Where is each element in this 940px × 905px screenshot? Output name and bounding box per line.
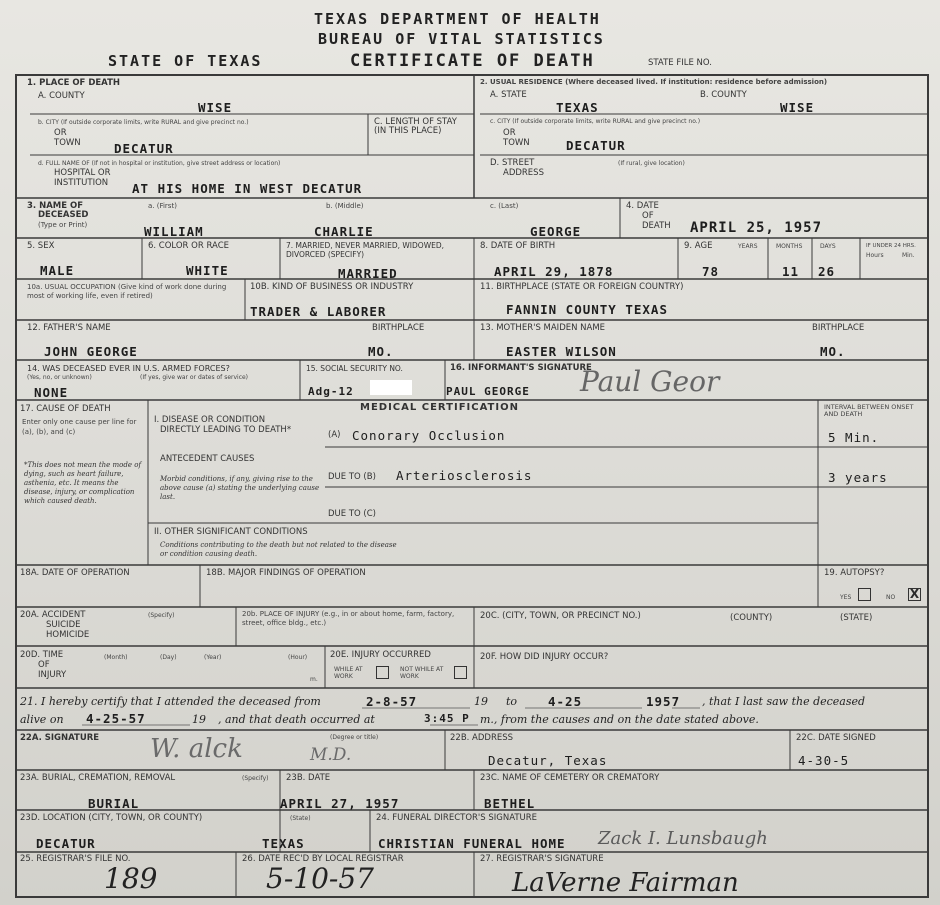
last-name-label: c. (Last) xyxy=(490,202,519,210)
registrar-signature: LaVerne Fairman xyxy=(512,868,739,898)
date-of-death-value: APRIL 25, 1957 xyxy=(690,220,823,236)
state-file-no-label: STATE FILE NO. xyxy=(648,58,712,68)
residence-city-value: DECATUR xyxy=(566,138,626,153)
cause-b-value: Arteriosclerosis xyxy=(396,468,533,483)
residence-county-label: B. COUNTY xyxy=(700,90,747,100)
funeral-director-label: 24. FUNERAL DIRECTOR'S SIGNATURE xyxy=(376,813,538,823)
armed-forces-label: 14. WAS DECEASED EVER IN U.S. ARMED FORCES? xyxy=(27,364,230,373)
autopsy-label: 19. AUTOPSY? xyxy=(824,568,885,578)
day-label: (Day) xyxy=(160,654,177,661)
place-of-death-label: 1. PLACE OF DEATH xyxy=(27,78,121,88)
cert-line2-a: alive on xyxy=(20,713,64,726)
residence-state-label: A. STATE xyxy=(490,90,527,100)
year-label: (Year) xyxy=(204,654,222,661)
autopsy-yes-label: YES xyxy=(840,594,852,601)
social-security-label: 15. SOCIAL SECURITY NO. xyxy=(306,364,403,373)
years-label: YEARS xyxy=(738,243,758,250)
death-time-value: 3:45 P xyxy=(424,712,470,725)
age-days-value: 26 xyxy=(818,264,836,279)
marital-status-value: MARRIED xyxy=(338,266,398,281)
death-city-value: DECATUR xyxy=(114,141,174,156)
burial-specify: (Specify) xyxy=(242,775,269,782)
cert-nineteen-2: 19 xyxy=(192,713,206,726)
father-name-label: 12. FATHER'S NAME xyxy=(27,323,111,333)
location-value: DECATUR xyxy=(36,836,96,851)
injury-state-label: (STATE) xyxy=(840,613,873,623)
date-of-death-label-3: DEATH xyxy=(642,221,671,231)
funeral-home-value: CHRISTIAN FUNERAL HOME xyxy=(378,836,566,851)
mother-birthplace-label: BIRTHPLACE xyxy=(812,323,865,333)
cemetery-value: BETHEL xyxy=(484,796,536,811)
color-race-value: WHITE xyxy=(186,263,229,278)
department-heading: TEXAS DEPARTMENT OF HEALTH xyxy=(314,10,601,28)
other-conditions-label: II. OTHER SIGNIFICANT CONDITIONS xyxy=(154,527,308,537)
registrar-file-value: 189 xyxy=(104,862,158,895)
interval-a-value: 5 Min. xyxy=(828,430,880,445)
armed-forces-note: (Yes, no, or unknown) xyxy=(27,374,92,381)
cert-nineteen: 19 xyxy=(474,695,488,708)
name-label-2: DECEASED xyxy=(38,210,89,220)
age-months-value: 11 xyxy=(782,264,800,279)
location-label: 23D. LOCATION (CITY, TOWN, OR COUNTY) xyxy=(20,813,203,823)
residence-city-or-label: OR xyxy=(503,128,516,138)
burial-date-value: APRIL 27, 1957 xyxy=(280,796,400,811)
name-label-3: (Type or Print) xyxy=(38,221,88,229)
attended-to-value: 4-25 xyxy=(548,694,583,709)
father-birthplace-label: BIRTHPLACE xyxy=(372,323,425,333)
age-label: 9. AGE xyxy=(684,241,713,251)
autopsy-yes-checkbox[interactable] xyxy=(858,588,871,601)
date-of-death-label: 4. DATE xyxy=(626,201,659,211)
cert-line1-a: 21. I hereby certify that I attended the deceased from xyxy=(20,695,321,708)
informant-label: 16. INFORMANT'S SIGNATURE xyxy=(450,363,592,373)
place-of-injury-label: 20b. PLACE OF INJURY (e.g., in or about home, farm, factory, street, office bldg., etc.) xyxy=(242,610,455,627)
registrar-date-value: 5-10-57 xyxy=(266,862,374,895)
last-name-value: GEORGE xyxy=(530,224,582,239)
cause-a-label: (A) xyxy=(328,430,341,440)
armed-forces-value: NONE xyxy=(34,385,69,400)
due-to-b-label: DUE TO (B) xyxy=(328,472,376,482)
hospital-label: d. FULL NAME OF (If not in hospital or institution, give street address or location) xyxy=(38,160,281,167)
cause-a-value: Conorary Occlusion xyxy=(352,428,506,443)
length-of-stay-label: C. LENGTH OF STAY (IN THIS PLACE) xyxy=(374,117,457,136)
sex-value: MALE xyxy=(40,263,75,278)
antecedent-label: ANTECEDENT CAUSES xyxy=(160,454,255,464)
residence-street-label: D. STREET xyxy=(490,158,535,168)
registrar-file-label: 25. REGISTRAR'S FILE NO. xyxy=(20,854,131,864)
informant-signature: Paul Geor xyxy=(580,365,720,398)
death-county-value: WISE xyxy=(198,100,233,115)
dob-value: APRIL 29, 1878 xyxy=(494,264,614,279)
hospital-label-2: HOSPITAL OR xyxy=(54,168,111,178)
first-name-label: a. (First) xyxy=(148,202,177,210)
social-security-redaction xyxy=(370,380,412,395)
cause-explanation: *This does not mean the mode of dying, such as heart failure, asthenia, etc. It means the disease, injury, or complication which caused death. xyxy=(24,461,142,505)
informant-value: PAUL GEORGE xyxy=(446,385,530,398)
date-signed-label: 22C. DATE SIGNED xyxy=(796,733,876,743)
not-while-at-work-label: NOT WHILE AT WORK xyxy=(400,666,444,680)
degree-label: (Degree or title) xyxy=(330,734,379,741)
birthplace-value: FANNIN COUNTY TEXAS xyxy=(506,302,668,317)
physician-degree: M.D. xyxy=(310,745,352,765)
residence-street-note: (If rural, give location) xyxy=(618,160,685,167)
residence-county-value: WISE xyxy=(780,100,815,115)
burial-type-value: BURIAL xyxy=(88,796,140,811)
suicide-label: SUICIDE xyxy=(46,620,81,630)
hospital-label-3: INSTITUTION xyxy=(54,178,109,188)
not-while-at-work-checkbox[interactable] xyxy=(454,666,467,679)
month-label: (Month) xyxy=(104,654,128,661)
hospital-value: AT HIS HOME IN WEST DECATUR xyxy=(132,181,363,196)
certificate-title: CERTIFICATE OF DEATH xyxy=(350,51,595,71)
county-label: A. COUNTY xyxy=(38,91,85,101)
mother-name-label: 13. MOTHER'S MAIDEN NAME xyxy=(480,323,606,333)
autopsy-no-checkbox[interactable]: X xyxy=(909,587,920,601)
burial-date-label: 23B. DATE xyxy=(286,773,331,783)
under-24-label: IF UNDER 24 HRS. xyxy=(866,243,916,249)
medical-certification-title: MEDICAL CERTIFICATION xyxy=(360,402,519,413)
business-label: 10B. KIND OF BUSINESS OR INDUSTRY xyxy=(250,282,414,292)
time-of-injury-label: 20D. TIME xyxy=(20,650,64,660)
social-security-value: Adg-12 xyxy=(308,385,354,398)
interval-label: INTERVAL BETWEEN ONSET AND DEATH xyxy=(824,403,914,418)
hours-label: Hours xyxy=(866,252,884,259)
date-of-death-label-2: OF xyxy=(642,211,654,221)
days-label: DAYS xyxy=(820,243,836,250)
city-label: b. CITY (If outside corporate limits, write RURAL and give precinct no.) xyxy=(38,119,249,126)
residence-address-label: ADDRESS xyxy=(503,168,544,178)
date-signed-value: 4-30-5 xyxy=(798,753,850,768)
hour-label: (Hour) xyxy=(288,654,308,661)
m-label: m. xyxy=(310,676,318,683)
armed-forces-note-2: (If yes, give war or dates of service) xyxy=(140,374,249,381)
part-one-label-2: DIRECTLY LEADING TO DEATH* xyxy=(160,425,292,435)
residence-town-label: TOWN xyxy=(503,138,530,148)
minutes-label: Min. xyxy=(902,252,915,259)
sex-label: 5. SEX xyxy=(27,241,55,251)
address-label: 22B. ADDRESS xyxy=(450,733,514,743)
attended-from-value: 2-8-57 xyxy=(366,694,418,709)
months-label: MONTHS xyxy=(776,243,803,250)
cert-line2-b: , and that death occurred at xyxy=(218,713,375,726)
how-injury-label: 20F. HOW DID INJURY OCCUR? xyxy=(480,652,609,662)
address-value: Decatur, Texas xyxy=(488,753,608,768)
physician-signature: W. alck xyxy=(150,734,243,764)
cert-to: to xyxy=(506,695,518,708)
injury-occurred-label: 20E. INJURY OCCURRED xyxy=(330,650,431,660)
location-state-value: TEXAS xyxy=(262,836,305,851)
occupation-label: 10a. USUAL OCCUPATION (Give kind of work done during most of working life, even if retired) xyxy=(27,283,227,300)
attended-year-value: 1957 xyxy=(646,694,681,709)
birthplace-label: 11. BIRTHPLACE (STATE OR FOREIGN COUNTRY) xyxy=(480,282,684,292)
cause-of-death-label: 17. CAUSE OF DEATH xyxy=(20,404,111,414)
marital-status-label: 7. MARRIED, NEVER MARRIED, WIDOWED, DIVORCED (SPECIFY) xyxy=(286,241,445,259)
cause-instructions: Enter only one cause per line for (a), (b), and (c) xyxy=(22,418,137,436)
age-years-value: 78 xyxy=(702,264,720,279)
cert-line2-c: m., from the causes and on the date stated above. xyxy=(480,713,759,726)
other-conditions-note: Conditions contributing to the death but not related to the disease or condition causing death. xyxy=(160,541,397,558)
due-to-c-label: DUE TO (C) xyxy=(328,509,376,519)
bureau-heading: BUREAU OF VITAL STATISTICS xyxy=(318,30,605,48)
while-at-work-label: WHILE AT WORK xyxy=(334,666,363,680)
location-state-label: (State) xyxy=(290,815,311,822)
burial-label: 23A. BURIAL, CREMATION, REMOVAL xyxy=(20,773,176,783)
operation-findings-label: 18B. MAJOR FINDINGS OF OPERATION xyxy=(206,568,366,578)
signature-label: 22A. SIGNATURE xyxy=(20,733,100,743)
first-name-value: WILLIAM xyxy=(144,224,204,239)
cemetery-label: 23C. NAME OF CEMETERY OR CREMATORY xyxy=(480,773,660,783)
accident-specify: (Specify) xyxy=(148,612,175,619)
cert-line1-b: , that I last saw the deceased xyxy=(702,695,866,708)
state-heading: STATE OF TEXAS xyxy=(108,52,263,70)
dob-label: 8. DATE OF BIRTH xyxy=(480,241,556,251)
injury-county-label: (COUNTY) xyxy=(730,613,773,623)
business-value: TRADER & LABORER xyxy=(250,304,387,319)
residence-state-value: TEXAS xyxy=(556,100,599,115)
usual-residence-label: 2. USUAL RESIDENCE (Where deceased lived. If institution: residence before admission) xyxy=(480,78,828,86)
mother-birthplace-value: MO. xyxy=(820,344,846,359)
mother-name-value: EASTER WILSON xyxy=(506,344,617,359)
registrar-signature-label: 27. REGISTRAR'S SIGNATURE xyxy=(480,854,604,864)
while-at-work-checkbox[interactable] xyxy=(376,666,389,679)
injury-city-label: 20C. (CITY, TOWN, OR PRECINCT NO.) xyxy=(480,611,641,621)
city-or-label: OR xyxy=(54,128,67,138)
operation-date-label: 18A. DATE OF OPERATION xyxy=(20,568,130,578)
homicide-label: HOMICIDE xyxy=(46,630,90,640)
time-injury-label: INJURY xyxy=(38,670,67,680)
accident-label: 20A. ACCIDENT xyxy=(20,610,86,620)
registrar-date-label: 26. DATE REC'D BY LOCAL REGISTRAR xyxy=(242,854,404,864)
name-label: 3. NAME OF xyxy=(27,201,84,211)
interval-b-value: 3 years xyxy=(828,470,888,485)
alive-on-value: 4-25-57 xyxy=(86,711,146,726)
autopsy-no-label: NO xyxy=(886,594,896,601)
father-birthplace-value: MO. xyxy=(368,344,394,359)
color-race-label: 6. COLOR OR RACE xyxy=(148,241,229,251)
part-one-label: I. DISEASE OR CONDITION xyxy=(154,415,266,425)
residence-city-label: c. CITY (If outside corporate limits, write RURAL and give precinct no.) xyxy=(490,118,701,125)
funeral-director-signature: Zack I. Lunsbaugh xyxy=(598,828,768,849)
morbid-note: Morbid conditions, if any, giving rise to the above cause (a) stating the underlying cause last. xyxy=(160,475,320,501)
town-label: TOWN xyxy=(54,138,81,148)
time-of-label: OF xyxy=(38,660,50,670)
middle-name-label: b. (Middle) xyxy=(326,202,364,210)
father-name-value: JOHN GEORGE xyxy=(44,344,138,359)
middle-name-value: CHARLIE xyxy=(314,224,374,239)
